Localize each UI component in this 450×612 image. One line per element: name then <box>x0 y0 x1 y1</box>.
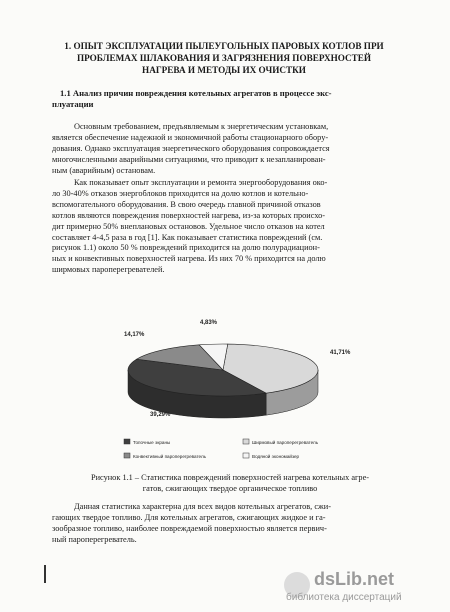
figure-caption <box>52 472 408 494</box>
legend-label: Водяной экономайзер <box>252 454 300 459</box>
pie-slice-label: 4,83% <box>200 320 218 326</box>
legend-label: Топочные экраны <box>133 440 171 445</box>
text-line: рисунок 1.1) около 50 % повреждений приходится на долю полурадиацион- <box>52 243 320 253</box>
text-line: вспомогательного оборудования. В свою очередь главной причиной отказов <box>52 199 321 209</box>
text-line: ло 30-40% отказов энергоблоков приходится на долю котлов и котельно- <box>52 188 309 198</box>
watermark-subtitle: библиотека диссертаций <box>286 592 402 603</box>
pie-chart <box>118 312 403 482</box>
text-line: является обеспечение надежной и экономичной работы стационарного обору- <box>52 132 329 142</box>
text-line: составляет 4-4,5 раза в год [1]. Как показывает статистика повреждений (см. <box>52 232 323 242</box>
pie-slice-label: 14,17% <box>124 332 145 338</box>
text-line: Как показывает опыт эксплуатации и ремонта энергооборудования око- <box>74 178 328 187</box>
pie-slice-label: 39,29% <box>150 412 171 418</box>
text-line: дования. Однако эксплуатация энергетического оборудования сопровождается <box>52 143 330 153</box>
legend-label: Конвективный пароперегреватель <box>133 454 207 459</box>
text-line: многочисленными аварийными ситуациями, что приводит к незапланирован- <box>52 154 326 164</box>
section-heading-line: плуатации <box>52 99 94 109</box>
text-line: ный пароперегреватель. <box>52 534 137 544</box>
legend-swatch <box>124 453 130 458</box>
text-line: котлов являются повреждения поверхностей нагрева, из-за которых происхо- <box>52 210 326 220</box>
chapter-heading-line: НАГРЕВА И МЕТОДЫ ИХ ОЧИСТКИ <box>142 65 306 75</box>
text-line: ных и конвективных поверхностей нагрева. Из них 70 % приходится на долю <box>52 254 326 264</box>
watermark-logo-text: dsLib.net <box>314 569 394 589</box>
watermark <box>284 566 444 606</box>
section-heading <box>52 88 400 110</box>
text-line: дит примерно 50% внеплановых остановов. Удельное число отказов на котел <box>52 221 325 231</box>
legend-swatch <box>124 439 130 444</box>
text-line: Основным требованием, предъявляемым к энергетическим установкам, <box>74 122 329 131</box>
paragraph-1 <box>52 122 408 177</box>
legend-swatch <box>243 453 249 458</box>
chapter-heading <box>48 40 400 76</box>
paragraph-3 <box>52 502 408 546</box>
caption-line: гатов, сжигающих твердое органическое топливо <box>142 484 318 493</box>
text-line: Данная статистика характерна для всех видов котельных агрегатов, сжи- <box>74 502 331 511</box>
legend-swatch <box>243 439 249 444</box>
text-line: гающих твердое топливо. Для котельных агрегатов, сжигающих жидкое и га- <box>52 512 326 522</box>
caption-line: Рисунок 1.1 – Статистика повреждений поверхностей нагрева котельных агре- <box>90 473 370 482</box>
pie-slice-label: 41,71% <box>330 350 351 356</box>
legend-label: Ширмовый пароперегреватель <box>252 440 319 445</box>
chapter-heading-line: ПРОБЛЕМАХ ШЛАКОВАНИЯ И ЗАГРЯЗНЕНИЯ ПОВЕРХНОСТЕЙ <box>76 53 372 63</box>
text-line: ным (аварийным) остановам. <box>52 165 156 175</box>
paragraph-2 <box>52 178 408 276</box>
text-line: ширмовых пароперегревателей. <box>52 265 165 275</box>
text-line: зообразное топливо, наиболее повреждаемой поверхностью является первич- <box>52 523 327 533</box>
margin-mark <box>44 565 46 583</box>
section-heading-line: 1.1 Анализ причин повреждения котельных агрегатов в процессе экс- <box>60 88 332 98</box>
chapter-heading-line: 1. ОПЫТ ЭКСПЛУАТАЦИИ ПЫЛЕУГОЛЬНЫХ ПАРОВЫХ КОТЛОВ ПРИ <box>64 41 384 51</box>
